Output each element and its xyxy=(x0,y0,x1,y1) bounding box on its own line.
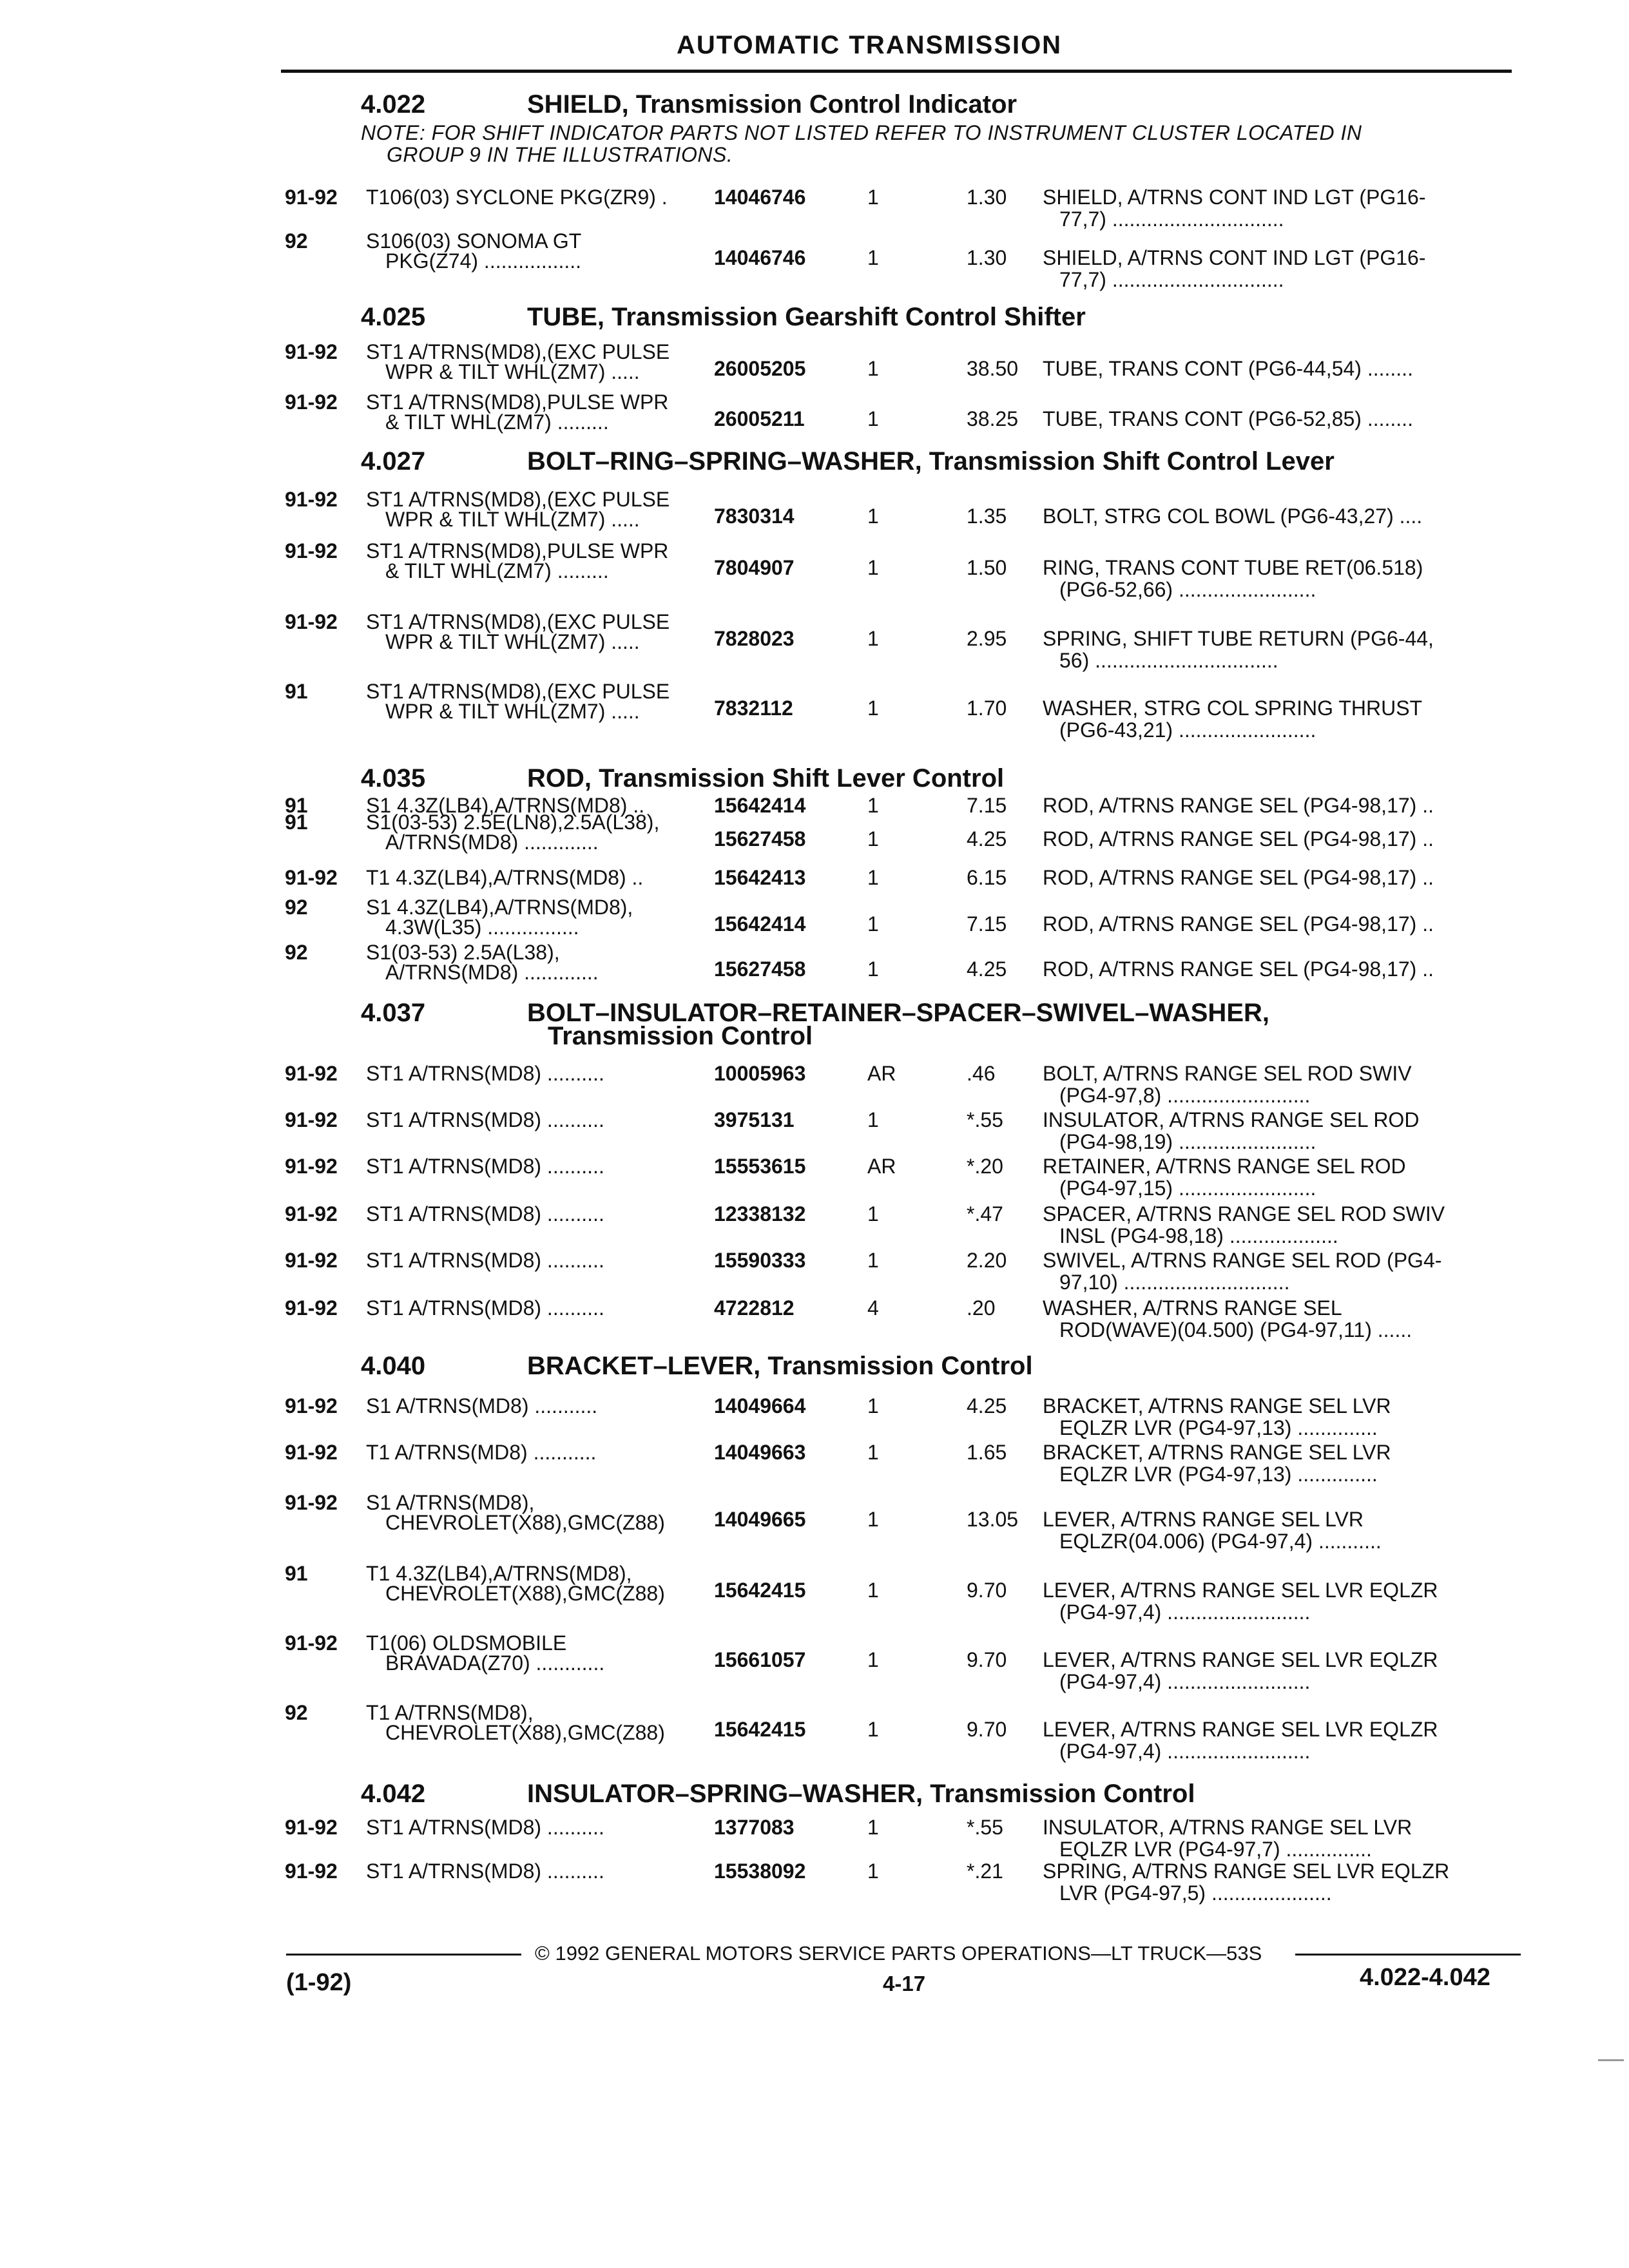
row-application: ST1 A/TRNS(MD8),(EXC PULSE xyxy=(366,488,670,511)
row-part-number: 7830314 xyxy=(714,505,795,528)
row-part-name: SWIVEL, A/TRNS RANGE SEL ROD (PG4- xyxy=(1043,1249,1442,1272)
row-application-continued: WPR & TILT WHL(ZM7) ..... xyxy=(385,700,640,724)
footer-page-number: 4-17 xyxy=(883,1972,926,1995)
row-part-number: 15642414 xyxy=(714,794,806,817)
row-part-number: 15553615 xyxy=(714,1155,806,1178)
row-price: 4.25 xyxy=(967,1394,1007,1418)
row-price: .20 xyxy=(967,1296,996,1320)
row-quantity: 1 xyxy=(867,827,879,850)
row-part-number: 15627458 xyxy=(714,957,806,981)
row-part-name-continued: (PG4-97,4) ......................... xyxy=(1059,1739,1311,1763)
row-price: *.47 xyxy=(967,1202,1003,1225)
row-year: 92 xyxy=(285,1701,308,1724)
row-part-name: LEVER, A/TRNS RANGE SEL LVR EQLZR xyxy=(1043,1648,1438,1671)
row-application-continued: CHEVROLET(X88),GMC(Z88) xyxy=(385,1511,665,1535)
row-quantity: 1 xyxy=(867,697,879,720)
row-part-name: BRACKET, A/TRNS RANGE SEL LVR xyxy=(1043,1441,1391,1464)
row-year: 91 xyxy=(285,794,308,817)
row-part-number: 15627458 xyxy=(714,827,806,850)
row-quantity: 1 xyxy=(867,1249,879,1272)
row-part-name-continued: (PG6-52,66) ........................ xyxy=(1059,577,1316,601)
row-part-name-continued: 77,7) .............................. xyxy=(1059,207,1284,231)
row-price: 1.35 xyxy=(967,505,1007,528)
header-rule xyxy=(281,70,1512,73)
row-year: 91-92 xyxy=(285,1108,338,1131)
row-part-number: 7832112 xyxy=(714,697,793,720)
row-part-number: 4722812 xyxy=(714,1296,795,1320)
row-part-name: BOLT, A/TRNS RANGE SEL ROD SWIV xyxy=(1043,1062,1412,1085)
row-application-continued: A/TRNS(MD8) ............. xyxy=(385,961,599,985)
section-title: BOLT–INSULATOR–RETAINER–SPACER–SWIVEL–WASHER, xyxy=(527,999,1269,1027)
section-number: 4.022 xyxy=(361,90,426,119)
footer-copyright: © 1992 GENERAL MOTORS SERVICE PARTS OPERATIONS—LT TRUCK—53S xyxy=(535,1942,1262,1965)
row-part-name-continued: EQLZR LVR (PG4-97,7) ............... xyxy=(1059,1837,1372,1861)
section-number: 4.035 xyxy=(361,764,426,793)
row-application: S1 A/TRNS(MD8) ........... xyxy=(366,1394,598,1418)
row-part-name-continued: 56) ................................ xyxy=(1059,648,1278,672)
row-price: 9.70 xyxy=(967,1579,1007,1602)
row-year: 91-92 xyxy=(285,1062,338,1085)
row-price: 2.20 xyxy=(967,1249,1007,1272)
row-part-name-continued: EQLZR LVR (PG4-97,13) .............. xyxy=(1059,1462,1378,1486)
edge-mark xyxy=(1598,2059,1624,2061)
row-year: 91-92 xyxy=(285,1202,338,1225)
row-part-name-continued: INSL (PG4-98,18) ................... xyxy=(1059,1224,1338,1247)
section-number: 4.027 xyxy=(361,447,426,476)
row-year: 91 xyxy=(285,1562,308,1585)
row-price: 9.70 xyxy=(967,1648,1007,1671)
row-year: 91-92 xyxy=(285,539,338,562)
row-price: *.55 xyxy=(967,1816,1003,1839)
row-application: S106(03) SONOMA GT xyxy=(366,229,582,253)
row-application: ST1 A/TRNS(MD8) .......... xyxy=(366,1860,604,1883)
row-application-continued: WPR & TILT WHL(ZM7) ..... xyxy=(385,508,640,532)
row-year: 91 xyxy=(285,680,308,703)
row-price: *.21 xyxy=(967,1860,1003,1883)
row-quantity: 1 xyxy=(867,1441,879,1464)
row-price: 38.50 xyxy=(967,357,1019,380)
row-part-name: TUBE, TRANS CONT (PG6-44,54) ........ xyxy=(1043,357,1413,380)
section-title: TUBE, Transmission Gearshift Control Shifter xyxy=(527,303,1086,331)
row-part-name-continued: (PG4-97,15) ........................ xyxy=(1059,1176,1316,1200)
row-year: 92 xyxy=(285,229,308,253)
row-part-number: 15590333 xyxy=(714,1249,806,1272)
row-part-number: 3975131 xyxy=(714,1108,795,1131)
row-part-number: 15642413 xyxy=(714,866,806,889)
row-quantity: 1 xyxy=(867,1108,879,1131)
row-quantity: 1 xyxy=(867,1202,879,1225)
row-application: ST1 A/TRNS(MD8),(EXC PULSE xyxy=(366,610,670,633)
row-part-name-continued: (PG4-97,8) ......................... xyxy=(1059,1083,1311,1107)
section-title: INSULATOR–SPRING–WASHER, Transmission Control xyxy=(527,1780,1195,1808)
row-quantity: 1 xyxy=(867,186,879,209)
row-application-continued: WPR & TILT WHL(ZM7) ..... xyxy=(385,360,640,384)
row-application: S1 4.3Z(LB4),A/TRNS(MD8) .. xyxy=(366,794,645,817)
row-application-continued: PKG(Z74) ................. xyxy=(385,249,582,273)
row-quantity: 1 xyxy=(867,505,879,528)
row-part-name-continued: ROD(WAVE)(04.500) (PG4-97,11) ...... xyxy=(1059,1318,1412,1341)
row-application: S1 A/TRNS(MD8), xyxy=(366,1491,535,1514)
row-quantity: 1 xyxy=(867,912,879,936)
row-application-continued: & TILT WHL(ZM7) ......... xyxy=(385,559,609,583)
row-price: 7.15 xyxy=(967,794,1007,817)
row-part-name-continued: (PG4-98,19) ........................ xyxy=(1059,1129,1316,1153)
row-application-continued: CHEVROLET(X88),GMC(Z88) xyxy=(385,1582,665,1606)
row-part-name: SPACER, A/TRNS RANGE SEL ROD SWIV xyxy=(1043,1202,1445,1225)
row-quantity: 1 xyxy=(867,556,879,579)
row-price: .46 xyxy=(967,1062,996,1085)
row-part-name-continued: 97,10) ............................. xyxy=(1059,1270,1290,1294)
row-price: 9.70 xyxy=(967,1718,1007,1741)
row-price: 1.50 xyxy=(967,556,1007,579)
row-quantity: 1 xyxy=(867,357,879,380)
row-part-name-continued: LVR (PG4-97,5) ..................... xyxy=(1059,1881,1332,1905)
row-part-number: 26005205 xyxy=(714,357,806,380)
row-price: 1.30 xyxy=(967,246,1007,269)
row-part-name: LEVER, A/TRNS RANGE SEL LVR xyxy=(1043,1508,1364,1531)
row-part-name-continued: (PG4-97,4) ......................... xyxy=(1059,1669,1311,1693)
row-year: 91-92 xyxy=(285,1816,338,1839)
section-number: 4.040 xyxy=(361,1352,426,1380)
row-part-number: 15642415 xyxy=(714,1718,806,1741)
row-part-number: 1377083 xyxy=(714,1816,795,1839)
row-year: 91-92 xyxy=(285,1441,338,1464)
row-part-number: 14046746 xyxy=(714,186,806,209)
row-year: 91-92 xyxy=(285,1631,338,1655)
row-price: *.55 xyxy=(967,1108,1003,1131)
row-part-name: SHIELD, A/TRNS CONT IND LGT (PG16- xyxy=(1043,246,1426,269)
row-part-name: SPRING, SHIFT TUBE RETURN (PG6-44, xyxy=(1043,627,1434,650)
row-year: 91-92 xyxy=(285,488,338,511)
row-part-number: 26005211 xyxy=(714,407,805,430)
section-number: 4.042 xyxy=(361,1780,426,1808)
row-part-number: 7804907 xyxy=(714,556,795,579)
row-application: ST1 A/TRNS(MD8),PULSE WPR xyxy=(366,390,669,414)
section-note-continued: GROUP 9 IN THE ILLUSTRATIONS. xyxy=(387,143,733,166)
row-part-name: ROD, A/TRNS RANGE SEL (PG4-98,17) .. xyxy=(1043,912,1434,936)
row-price: 38.25 xyxy=(967,407,1019,430)
row-part-name-continued: EQLZR(04.006) (PG4-97,4) ........... xyxy=(1059,1529,1382,1553)
row-year: 91-92 xyxy=(285,1296,338,1320)
row-part-name: INSULATOR, A/TRNS RANGE SEL ROD xyxy=(1043,1108,1420,1131)
row-part-number: 15642414 xyxy=(714,912,806,936)
row-application: S1 4.3Z(LB4),A/TRNS(MD8), xyxy=(366,896,633,919)
row-part-name-continued: EQLZR LVR (PG4-97,13) .............. xyxy=(1059,1416,1378,1439)
row-application: ST1 A/TRNS(MD8) .......... xyxy=(366,1296,604,1320)
row-price: 1.65 xyxy=(967,1441,1007,1464)
row-application-continued: WPR & TILT WHL(ZM7) ..... xyxy=(385,630,640,654)
row-application-continued: A/TRNS(MD8) ............. xyxy=(385,831,599,854)
row-quantity: 1 xyxy=(867,1860,879,1883)
row-application: ST1 A/TRNS(MD8) .......... xyxy=(366,1062,604,1085)
row-year: 92 xyxy=(285,941,308,964)
footer-rule-right xyxy=(1295,1954,1521,1956)
row-part-name: WASHER, STRG COL SPRING THRUST xyxy=(1043,697,1423,720)
row-year: 91-92 xyxy=(285,186,338,209)
section-title: BOLT–RING–SPRING–WASHER, Transmission Shift Control Lever xyxy=(527,447,1335,476)
row-price: *.20 xyxy=(967,1155,1003,1178)
row-application: ST1 A/TRNS(MD8),(EXC PULSE xyxy=(366,340,670,363)
row-part-number: 14046746 xyxy=(714,246,806,269)
row-application: T1 A/TRNS(MD8), xyxy=(366,1701,534,1724)
row-part-number: 12338132 xyxy=(714,1202,806,1225)
row-quantity: AR xyxy=(867,1155,896,1178)
row-part-number: 15538092 xyxy=(714,1860,806,1883)
row-price: 2.95 xyxy=(967,627,1007,650)
row-part-name: LEVER, A/TRNS RANGE SEL LVR EQLZR xyxy=(1043,1718,1438,1741)
row-price: 1.70 xyxy=(967,697,1007,720)
row-year: 91-92 xyxy=(285,1491,338,1514)
row-price: 4.25 xyxy=(967,957,1007,981)
row-part-name-continued: (PG4-97,4) ......................... xyxy=(1059,1600,1311,1624)
row-year: 91 xyxy=(285,811,308,834)
row-year: 91-92 xyxy=(285,610,338,633)
row-quantity: 1 xyxy=(867,866,879,889)
row-part-name: ROD, A/TRNS RANGE SEL (PG4-98,17) .. xyxy=(1043,957,1434,981)
row-year: 91-92 xyxy=(285,1394,338,1418)
row-application-continued: BRAVADA(Z70) ............ xyxy=(385,1651,605,1675)
row-application: ST1 A/TRNS(MD8) .......... xyxy=(366,1816,604,1839)
row-part-name-continued: 77,7) .............................. xyxy=(1059,267,1284,291)
footer-rule-left xyxy=(286,1954,521,1956)
row-part-name-continued: (PG6-43,21) ........................ xyxy=(1059,718,1316,742)
section-number: 4.037 xyxy=(361,999,426,1027)
row-part-number: 14049665 xyxy=(714,1508,806,1531)
row-year: 91-92 xyxy=(285,1155,338,1178)
row-quantity: 1 xyxy=(867,1508,879,1531)
section-title: SHIELD, Transmission Control Indicator xyxy=(527,90,1017,119)
footer-date: (1-92) xyxy=(286,1969,352,1996)
row-part-name: SPRING, A/TRNS RANGE SEL LVR EQLZR xyxy=(1043,1860,1450,1883)
row-application: T1 4.3Z(LB4),A/TRNS(MD8), xyxy=(366,1562,632,1585)
row-application: ST1 A/TRNS(MD8) .......... xyxy=(366,1249,604,1272)
row-application: S1(03-53) 2.5E(LN8),2.5A(L38), xyxy=(366,811,660,834)
row-price: 4.25 xyxy=(967,827,1007,850)
row-part-number: 7828023 xyxy=(714,627,795,650)
row-application: ST1 A/TRNS(MD8) .......... xyxy=(366,1108,604,1131)
row-part-name: RING, TRANS CONT TUBE RET(06.518) xyxy=(1043,556,1423,579)
row-quantity: 1 xyxy=(867,246,879,269)
row-application: ST1 A/TRNS(MD8) .......... xyxy=(366,1155,604,1178)
row-application: T1(06) OLDSMOBILE xyxy=(366,1631,567,1655)
row-application: T1 A/TRNS(MD8) ........... xyxy=(366,1441,597,1464)
row-application: ST1 A/TRNS(MD8),PULSE WPR xyxy=(366,539,669,562)
row-part-name: ROD, A/TRNS RANGE SEL (PG4-98,17) .. xyxy=(1043,827,1434,850)
row-application-continued: & TILT WHL(ZM7) ......... xyxy=(385,410,609,434)
row-quantity: 1 xyxy=(867,957,879,981)
row-part-name: TUBE, TRANS CONT (PG6-52,85) ........ xyxy=(1043,407,1413,430)
row-part-name: BOLT, STRG COL BOWL (PG6-43,27) .... xyxy=(1043,505,1423,528)
row-part-number: 14049663 xyxy=(714,1441,806,1464)
row-part-name: ROD, A/TRNS RANGE SEL (PG4-98,17) .. xyxy=(1043,866,1434,889)
row-quantity: 1 xyxy=(867,1648,879,1671)
row-price: 13.05 xyxy=(967,1508,1019,1531)
row-price: 1.30 xyxy=(967,186,1007,209)
row-part-number: 14049664 xyxy=(714,1394,806,1418)
row-part-name: INSULATOR, A/TRNS RANGE SEL LVR xyxy=(1043,1816,1412,1839)
row-year: 91-92 xyxy=(285,1249,338,1272)
row-application-continued: 4.3W(L35) ................ xyxy=(385,916,579,939)
row-part-number: 15642415 xyxy=(714,1579,806,1602)
row-year: 91-92 xyxy=(285,866,338,889)
row-year: 91-92 xyxy=(285,390,338,414)
row-part-name: WASHER, A/TRNS RANGE SEL xyxy=(1043,1296,1342,1320)
row-year: 92 xyxy=(285,896,308,919)
row-year: 91-92 xyxy=(285,1860,338,1883)
row-part-number: 15661057 xyxy=(714,1648,806,1671)
row-quantity: 1 xyxy=(867,1394,879,1418)
row-quantity: 4 xyxy=(867,1296,879,1320)
row-quantity: 1 xyxy=(867,627,879,650)
section-title-continued: Transmission Control xyxy=(548,1022,813,1050)
row-quantity: 1 xyxy=(867,1816,879,1839)
row-part-name: ROD, A/TRNS RANGE SEL (PG4-98,17) .. xyxy=(1043,794,1434,817)
row-quantity: 1 xyxy=(867,1718,879,1741)
row-part-name: BRACKET, A/TRNS RANGE SEL LVR xyxy=(1043,1394,1391,1418)
section-title: ROD, Transmission Shift Lever Control xyxy=(527,764,1005,793)
row-application: T106(03) SYCLONE PKG(ZR9) . xyxy=(366,186,668,209)
row-quantity: 1 xyxy=(867,407,879,430)
row-application: ST1 A/TRNS(MD8) .......... xyxy=(366,1202,604,1225)
row-application: T1 4.3Z(LB4),A/TRNS(MD8) .. xyxy=(366,866,644,889)
row-application-continued: CHEVROLET(X88),GMC(Z88) xyxy=(385,1721,665,1745)
row-quantity: 1 xyxy=(867,794,879,817)
row-quantity: 1 xyxy=(867,1579,879,1602)
footer-section-range: 4.022-4.042 xyxy=(1360,1964,1490,1991)
row-application: S1(03-53) 2.5A(L38), xyxy=(366,941,560,964)
row-price: 7.15 xyxy=(967,912,1007,936)
section-note: NOTE: FOR SHIFT INDICATOR PARTS NOT LISTED REFER TO INSTRUMENT CLUSTER LOCATED IN xyxy=(361,121,1362,144)
page-header-title: AUTOMATIC TRANSMISSION xyxy=(677,31,1063,59)
row-part-number: 10005963 xyxy=(714,1062,806,1085)
row-part-name: SHIELD, A/TRNS CONT IND LGT (PG16- xyxy=(1043,186,1426,209)
section-title: BRACKET–LEVER, Transmission Control xyxy=(527,1352,1033,1380)
row-part-name: RETAINER, A/TRNS RANGE SEL ROD xyxy=(1043,1155,1406,1178)
row-quantity: AR xyxy=(867,1062,896,1085)
row-part-name: LEVER, A/TRNS RANGE SEL LVR EQLZR xyxy=(1043,1579,1438,1602)
row-year: 91-92 xyxy=(285,340,338,363)
row-application: ST1 A/TRNS(MD8),(EXC PULSE xyxy=(366,680,670,703)
row-price: 6.15 xyxy=(967,866,1007,889)
section-number: 4.025 xyxy=(361,303,426,331)
